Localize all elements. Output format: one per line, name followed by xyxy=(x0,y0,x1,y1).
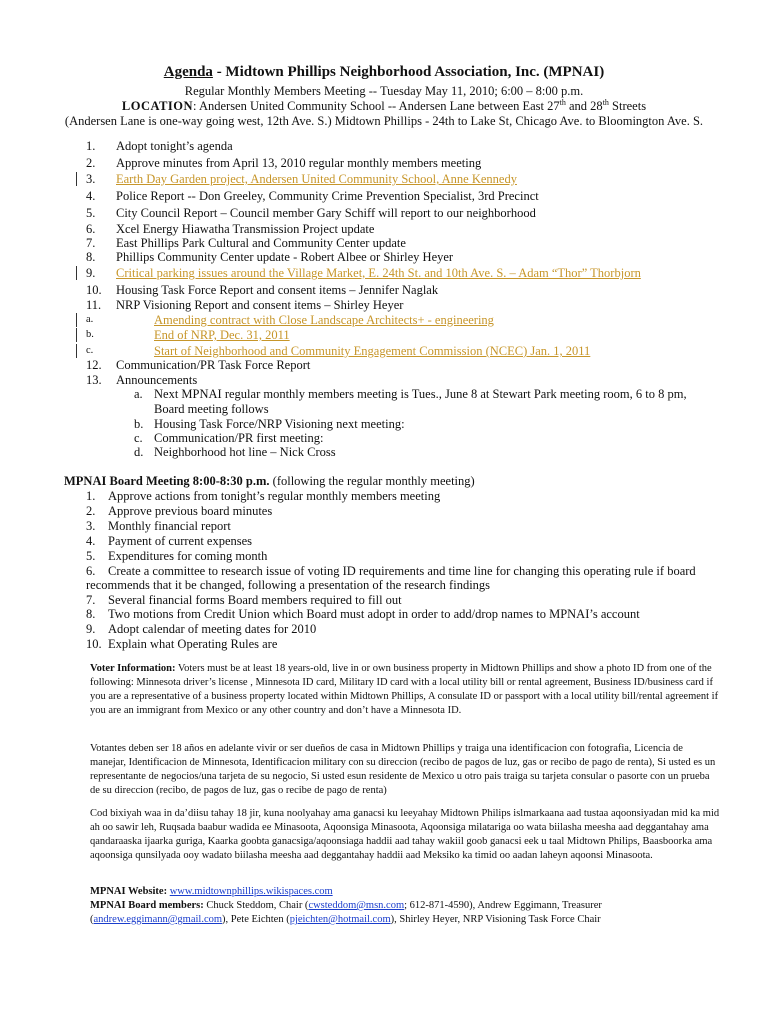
agenda-item-text: Communication/PR Task Force Report xyxy=(116,358,311,372)
announcement-text: Communication/PR first meeting: xyxy=(154,431,324,445)
agenda-item-link[interactable]: Critical parking issues around the Village Market, E. 24th St. and 10th Ave. S. – Adam “Thor” Thorbjorn xyxy=(116,266,641,280)
board-members-text: ), Pete Eichten ( xyxy=(222,914,290,925)
title-agenda-word: Agenda xyxy=(163,64,213,80)
location-directions: (Andersen Lane is one-way going west, 12th Ave. S.) Midtown Phillips - 24th to Lake St, Chicago Ave. to Bloomington Ave. S. xyxy=(64,114,704,128)
board-item-text: Monthly financial report xyxy=(108,519,231,533)
subitem-link[interactable]: Start of Neighborhood and Community Engagement Commission (NCEC) Jan. 1, 2011 xyxy=(154,344,591,358)
agenda-item-text: Xcel Energy Hiawatha Transmission Project update xyxy=(116,222,375,236)
subitem-link[interactable]: End of NRP, Dec. 31, 2011 xyxy=(154,328,290,342)
location-sup-1: th xyxy=(559,97,566,107)
agenda-item-number: 11. xyxy=(86,298,102,312)
announcement-letter: d. xyxy=(134,445,144,459)
board-item-number: 1. xyxy=(86,489,96,503)
voter-info-label: Voter Information: xyxy=(90,663,176,674)
location-text-c: Streets xyxy=(608,99,647,113)
announcement-text: Housing Task Force/NRP Visioning next meeting: xyxy=(154,417,405,431)
revision-bar xyxy=(76,266,77,280)
board-item-number: 8. xyxy=(86,607,96,621)
agenda-item-link[interactable]: Earth Day Garden project, Andersen United Community School, Anne Kennedy xyxy=(116,172,517,186)
board-item-number: 3. xyxy=(86,519,96,533)
board-item-text: recommends that it be changed, following a presentation of the research findings xyxy=(86,578,491,592)
website-link[interactable]: www.midtownphillips.wikispaces.com xyxy=(169,886,333,897)
announcement-text: Next MPNAI regular monthly members meeting is Tues., June 8 at Stewart Park meeting room, 6 to 8 pm, xyxy=(154,387,687,401)
board-item-text: Payment of current expenses xyxy=(108,534,253,548)
location-label: LOCATION xyxy=(121,99,194,113)
agenda-item-text: City Council Report – Council member Gary Schiff will report to our neighborhood xyxy=(116,206,536,220)
board-item-text: Several financial forms Board members required to fill out xyxy=(108,593,402,607)
agenda-item-number: 1. xyxy=(86,139,96,153)
email-link-treasurer[interactable]: andrew.eggimann@gmail.com xyxy=(93,914,223,925)
website-line xyxy=(90,885,333,899)
meeting-location xyxy=(0,99,768,114)
board-item-number: 9. xyxy=(86,622,96,636)
revision-bar xyxy=(76,313,77,327)
agenda-item-text: Housing Task Force Report and consent items – Jennifer Naglak xyxy=(116,283,439,297)
announcement-text: Neighborhood hot line – Nick Cross xyxy=(154,445,336,459)
announcement-letter: a. xyxy=(134,387,143,401)
subitem-number: a. xyxy=(86,314,94,325)
agenda-item-text: East Phillips Park Cultural and Community Center update xyxy=(116,236,406,250)
agenda-item-number: 2. xyxy=(86,156,96,170)
agenda-item-number: 12. xyxy=(86,358,102,372)
agenda-item-number: 9. xyxy=(86,266,96,280)
board-heading-bold: MPNAI Board Meeting 8:00-8:30 p.m. xyxy=(64,474,270,488)
board-meeting-heading xyxy=(64,474,475,489)
board-item-number: 5. xyxy=(86,549,96,563)
board-item-text: Approve actions from tonight’s regular monthly members meeting xyxy=(108,489,441,503)
board-members-text: ( xyxy=(90,914,94,925)
subitem-number: c. xyxy=(86,345,94,356)
announcement-letter: b. xyxy=(134,417,144,431)
board-item-number: 10. xyxy=(86,637,102,651)
announcement-letter: c. xyxy=(134,431,143,445)
board-item-text: Adopt calendar of meeting dates for 2010 xyxy=(108,622,317,636)
board-members-text: ; 612-871-4590), Andrew Eggimann, Treasurer xyxy=(404,900,602,911)
voter-info-english xyxy=(90,662,720,718)
board-item-text: Create a committee to research issue of voting ID requirements and time line for changing this operating rule if board xyxy=(108,564,696,578)
board-item-text: Two motions from Credit Union which Board must adopt in order to add/drop names to MPNAI’s account xyxy=(108,607,640,621)
revision-bar xyxy=(76,172,77,186)
board-heading-note: (following the regular monthly meeting) xyxy=(269,474,475,488)
board-item-number: 2. xyxy=(86,504,96,518)
board-members-text: Chuck Steddom, Chair ( xyxy=(203,900,309,911)
voter-info-english-text: Voters must be at least 18 years-old, live in or own business property in Midtown Phillips and show a photo ID from one of the following: Minnesota driver’s license , Minnesota ID card, Military ID card with a local utility bill or rental agreement, Business ID/business card if you are a representative of a business property located within Midtown Phillips, A consulate ID or passport with a local utility bill/rental agreement if you are an immigrant from Mexico or any other country and don’t have a Minnesota ID. xyxy=(90,663,719,716)
board-item-number: 6. xyxy=(86,564,96,578)
board-members-label: MPNAI Board members: xyxy=(90,900,204,911)
agenda-item-text: Phillips Community Center update - Robert Albee or Shirley Heyer xyxy=(116,250,454,264)
website-label: MPNAI Website: xyxy=(90,886,168,897)
board-item-text: Explain what Operating Rules are xyxy=(108,637,278,651)
board-item-number: 7. xyxy=(86,593,96,607)
voter-info-somali: Cod bixiyah waa in da’diisu tahay 18 jir, kuna noolyahay ama ganacsi ku leeyahay Midtown Philips islmarkaana aad tustaa aqoonsiyadan mid ka mid ah oo sawir leh, Ruqsada baabur wadida ee Minasoota, Aqoonsiga Minasoota, Aqoonsiga milatariga oo wata biilasha meesha aad deggantahay ama qandaraaska ijaarka guriga, Kaarka goobta ganacsiga/aqoonsiaga haddii aad tahay wakiil goob ganacsi eek u taal Midtown Philips, Baasboorka ama aqoonsiga qunsilyada ooy wadato biilasha meesha aad deggantahay haddii aad Meksiko ka timid oo aadan laheyn aqoonsi Minasoota. xyxy=(90,808,720,861)
agenda-item-number: 6. xyxy=(86,222,96,236)
agenda-item-number: 8. xyxy=(86,250,96,264)
agenda-item-number: 13. xyxy=(86,373,102,387)
agenda-item-text: Police Report -- Don Greeley, Community Crime Prevention Specialist, 3rd Precinct xyxy=(116,189,539,203)
agenda-item-number: 7. xyxy=(86,236,96,250)
announcement-text: Board meeting follows xyxy=(154,402,269,416)
email-link-chair[interactable]: cwsteddom@msn.com xyxy=(308,900,405,911)
location-sup-2: th xyxy=(602,97,609,107)
board-members-text: ), Shirley Heyer, NRP Visioning Task Force Chair xyxy=(390,914,601,925)
title-organization: - Midtown Phillips Neighborhood Association, Inc. (MPNAI) xyxy=(212,64,605,80)
document-title xyxy=(0,64,768,81)
agenda-item-text: Adopt tonight’s agenda xyxy=(116,139,233,153)
subitem-number: b. xyxy=(86,329,94,340)
location-text-b: and 28 xyxy=(565,99,603,113)
agenda-item-text: Announcements xyxy=(116,373,198,387)
revision-bar xyxy=(76,328,77,342)
board-item-text: Expenditures for coming month xyxy=(108,549,268,563)
agenda-item-number: 10. xyxy=(86,283,102,297)
location-text-a: : Andersen United Community School -- Andersen Lane between East 27 xyxy=(193,99,560,113)
revision-bar xyxy=(76,344,77,358)
board-item-text: Approve previous board minutes xyxy=(108,504,273,518)
board-item-number: 4. xyxy=(86,534,96,548)
agenda-item-text: NRP Visioning Report and consent items – Shirley Heyer xyxy=(116,298,404,312)
agenda-item-number: 4. xyxy=(86,189,96,203)
subitem-link[interactable]: Amending contract with Close Landscape Architects+ - engineering xyxy=(154,313,494,327)
board-members-line-2 xyxy=(90,913,601,927)
voter-info-spanish: Votantes deben ser 18 años en adelante vivir or ser dueños de casa in Midtown Phillips y traiga una identificacion con fotografia, Licencia de manejar, Identificacion de Minnesota, Identificacion military con su direccion (recibo de pagos de luz, gas or recibo de pago de renta), Si usted es un representante de negocios/una tarjeta de su negocio, Si usted esun residente de Mexico u otro pais traiga su tarjeta consular o pasorte con un prueba de su direccion (recibo, de pagos de luz, gas o recibe de pago de renta) xyxy=(90,743,716,796)
agenda-item-number: 3. xyxy=(86,172,96,186)
email-link-eichten[interactable]: pjeichten@hotmail.com xyxy=(289,914,391,925)
agenda-item-number: 5. xyxy=(86,206,96,220)
board-members-line-1 xyxy=(90,899,602,913)
meeting-subtitle: Regular Monthly Members Meeting -- Tuesday May 11, 2010; 6:00 – 8:00 p.m. xyxy=(184,84,584,98)
agenda-item-text: Approve minutes from April 13, 2010 regular monthly members meeting xyxy=(116,156,482,170)
